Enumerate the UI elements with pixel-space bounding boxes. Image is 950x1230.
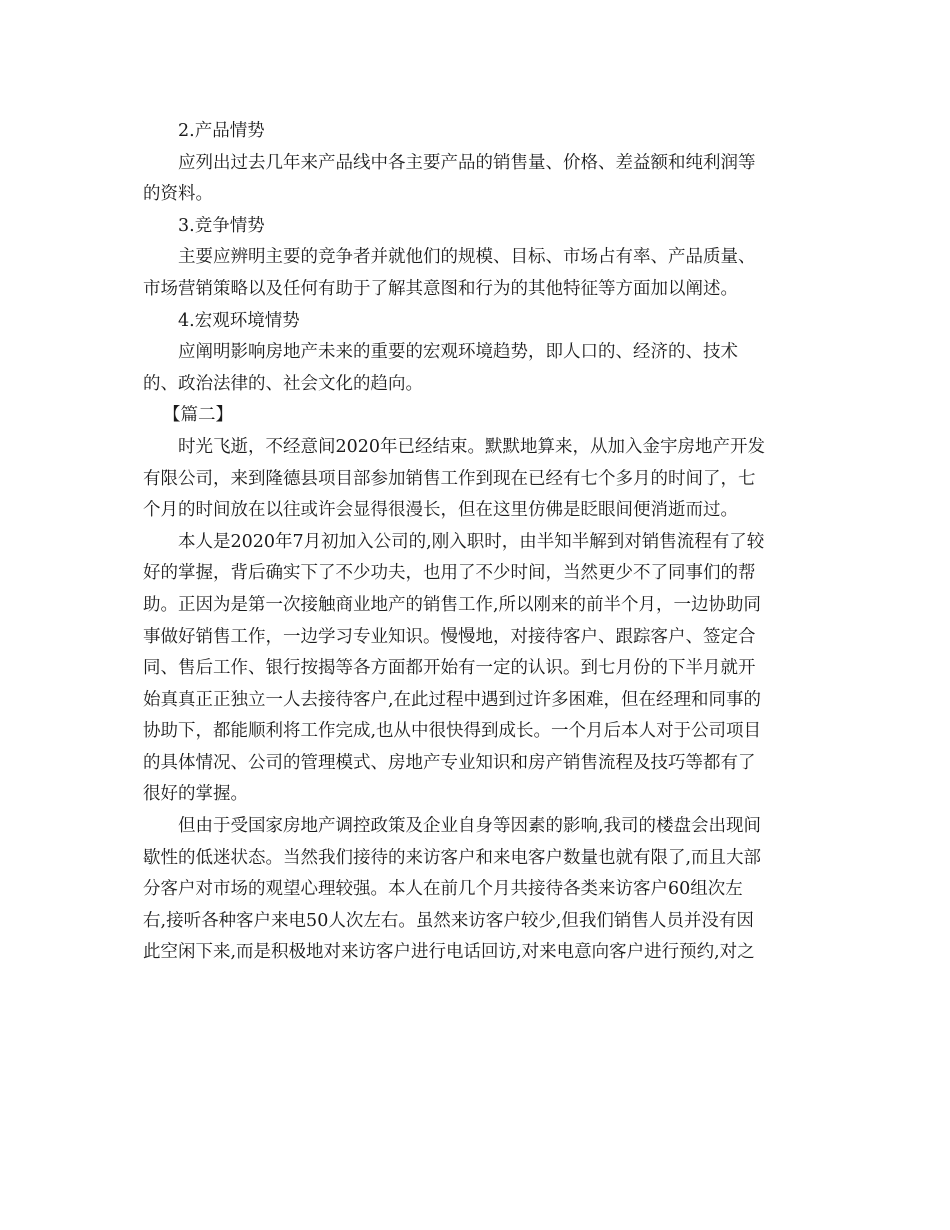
text-line: 此空闲下来,而是积极地对来访客户进行电话回访,对来电意向客户进行预约,对之	[143, 942, 755, 963]
text-line: 2.产品情势	[178, 121, 265, 141]
text-line: 的、政治法律的、社会文化的趋向。	[143, 373, 423, 394]
paragraph-experience	[143, 527, 808, 811]
document-body	[143, 116, 808, 969]
section-heading-competition	[143, 211, 808, 243]
text-line: 应列出过去几年来产品线中各主要产品的销售量、价格、差益额和纯利润等	[178, 152, 756, 173]
text-line: 4.宏观环境情势	[178, 310, 300, 331]
text-line: 3.竞争情势	[178, 215, 265, 236]
text-line: 个月的时间放在以往或许会显得很漫长，但在这里仿佛是眨眼间便消逝而过。	[143, 500, 738, 521]
paragraph-product	[143, 148, 808, 211]
paragraph-intro	[143, 432, 808, 527]
section-heading-product	[143, 116, 808, 148]
section-heading-macro	[143, 306, 808, 338]
text-line: 事做好销售工作，一边学习专业知识。慢慢地，对接待客户、跟踪客户、签定合	[143, 626, 756, 647]
text-line: 同、售后工作、银行按揭等各方面都开始有一定的认识。到七月份的下半月就开	[143, 658, 756, 679]
text-line: 的具体情况、公司的管理模式、房地产专业知识和房产销售流程及技巧等都有了	[143, 752, 756, 773]
paragraph-competition	[143, 242, 808, 305]
text-line: 市场营销策略以及任何有助于了解其意图和行为的其他特征等方面加以阐述。	[143, 278, 738, 299]
text-line: 但由于受国家房地产调控政策及企业自身等因素的影响,我司的楼盘会出现间	[178, 816, 762, 837]
text-line: 分客户对市场的观望心理较强。本人在前几个月共接待各类来访客户60组次左	[143, 879, 743, 900]
text-line: 本人是2020年7月初加入公司的,刚入职时，由半知半解到对销售流程有了较	[178, 531, 765, 552]
text-line: 时光飞逝，不经意间2020年已经结束。默默地算来，从加入金宇房地产开发	[178, 436, 766, 457]
paragraph-market	[143, 811, 808, 969]
text-line: 始真真正正独立一人去接待客户,在此过程中遇到过许多困难，但在经理和同事的	[143, 689, 762, 710]
text-line: 应阐明影响房地产未来的重要的宏观环境趋势，即人口的、经济的、技术	[178, 342, 738, 363]
text-line: 主要应辨明主要的竞争者并就他们的规模、目标、市场占有率、产品质量、	[178, 247, 756, 268]
part-heading	[143, 400, 808, 432]
text-line: 有限公司，来到隆德县项目部参加销售工作到现在已经有七个多月的时间了，七	[143, 468, 756, 489]
text-line: 右,接听各种客户来电50人次左右。虽然来访客户较少,但我们销售人员并没有因	[143, 910, 754, 931]
text-line: 好的掌握，背后确实下了不少功夫，也用了不少时间，当然更少不了同事们的帮	[143, 563, 756, 584]
text-line: 协助下，都能顺利将工作完成,也从中很快得到成长。一个月后本人对于公司项目	[143, 721, 762, 742]
text-line: 助。正因为是第一次接触商业地产的销售工作,所以刚来的前半个月，一边协助同	[143, 594, 762, 615]
text-line: 很好的掌握。	[143, 784, 248, 805]
text-line: 【篇二】	[163, 405, 233, 426]
text-line: 歇性的低迷状态。当然我们接待的来访客户和来电客户数量也就有限了,而且大部	[143, 847, 762, 868]
text-line: 的资料。	[143, 184, 213, 205]
paragraph-macro	[143, 337, 808, 400]
